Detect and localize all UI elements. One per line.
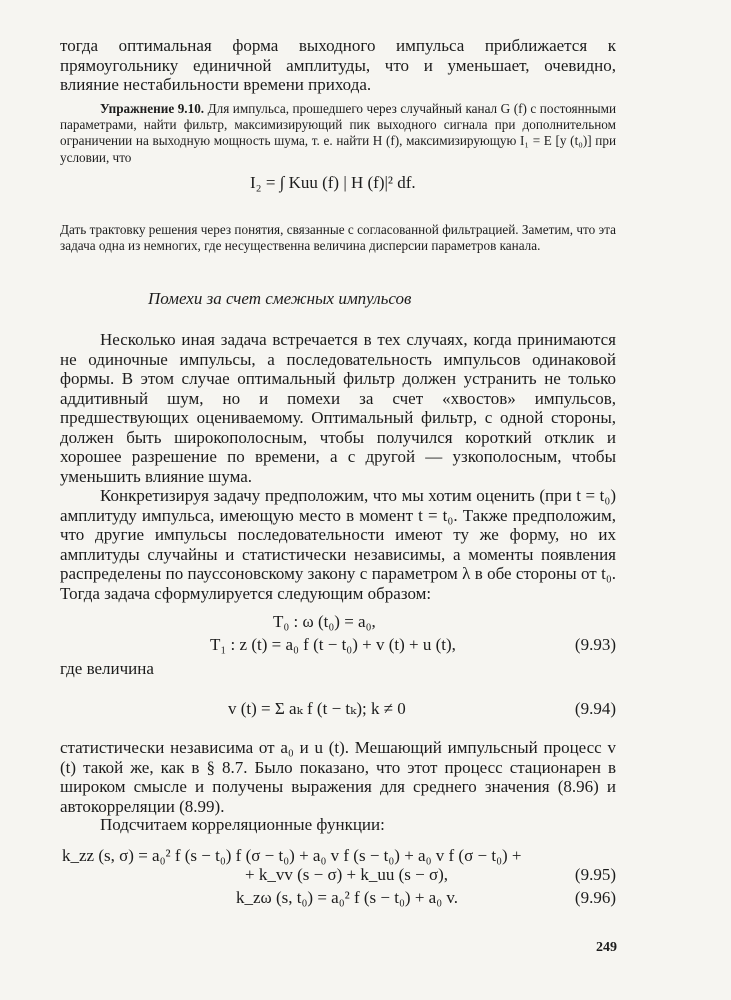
equation-number-9-93: (9.93) [574, 635, 616, 654]
exercise-body: Для импульса, прошедшего через случайный канал G (f) с постоянными параметрами, найти фильтр, максимизирующий пик выходного сигнала при дополнительном ограничении на выходную мощность шума, т. е. найти H (f), максимизирующую I₁ = E [y (t₀)] при условии, что [60, 101, 617, 165]
paragraph-interference-process: статистически независима от a₀ и u (t). Мешающий импульсный процесс v (t) такой же, как в § 8.7. Было показано, что этот процесс стационарен в широком смысле и получены выражения для среднего значения (8.96) и автокорреляции (8.99). [60, 738, 616, 816]
equation-i2 [250, 172, 416, 194]
exercise-tail: Дать трактовку решения через понятия, связанные с согласованной фильтрацией. Заметим, что эта задача одна из немногих, где несущественна величина дисперсии параметров канала. [60, 222, 616, 254]
equation-kzz-line1: k_zz (s, σ) = a₀² f (s − t₀) f (σ − t₀) + a₀ v f (s − t₀) + a₀ v f (σ − t₀) + [62, 846, 522, 865]
equation-kzw: k_zω (s, t₀) = a₀² f (s − t₀) + a₀ v. [236, 888, 459, 907]
page-number: 249 [596, 940, 617, 955]
label-where: где величина [60, 659, 154, 678]
equation-number-9-96: (9.96) [574, 888, 616, 907]
equation-t0: T₀ : ω (t₀) = a₀, [273, 612, 376, 631]
paragraph-adjacent-pulses: Несколько иная задача встречается в тех случаях, когда принимаются не одиночные импульсы, а последовательность импульсов одинаковой формы. В этом случае оптимальный фильтр должен устранить не только аддитивный шум, но и помехи за счет «хвостов» импульсов, предшествующих оцениваемому. Оптимальный фильтр, с одной стороны, должен быть широкополосным, чтобы получился короткий отклик и хорошее разрешение по времени, а с другой — узкополосным, чтобы уменьшить влияние шума. [60, 330, 616, 486]
paragraph-intro: тогда оптимальная форма выходного импульса приближается к прямоугольнику единичной амплитуды, что и уменьшает, очевидно, влияние нестабильности времени прихода. [60, 36, 616, 94]
equation-kzz-line2: + k_vv (s − σ) + k_uu (s − σ), [245, 865, 449, 884]
equation-number-9-95: (9.95) [574, 865, 616, 884]
section-heading: Помехи за счет смежных импульсов [148, 289, 412, 308]
equation-v: v (t) = Σ aₖ f (t − tₖ); k ≠ 0 [228, 699, 406, 718]
equation-i2-text: I₂ = ∫ Kuu (f) | H (f)|² df. [250, 173, 416, 192]
equation-number-9-94: (9.94) [574, 699, 616, 718]
exercise-label: Упражнение 9.10. [100, 101, 205, 116]
paragraph-correlation-intro: Подсчитаем корреляционные функции: [100, 815, 385, 834]
exercise-block [60, 101, 616, 166]
paragraph-problem-statement: Конкретизируя задачу предположим, что мы хотим оценить (при t = t₀) амплитуду импульса, имеющую место в момент t = t₀. Также предположим, что другие импульсы последовательности имеют ту же форму, но их амплитуды случайны и статистически независимы, а моменты появления распределены по пауссоновскому закону с параметром λ в обе стороны от t₀. Тогда задача сформулируется следующим образом: [60, 486, 616, 603]
equation-t1: T₁ : z (t) = a₀ f (t − t₀) + v (t) + u (t), [210, 635, 456, 654]
